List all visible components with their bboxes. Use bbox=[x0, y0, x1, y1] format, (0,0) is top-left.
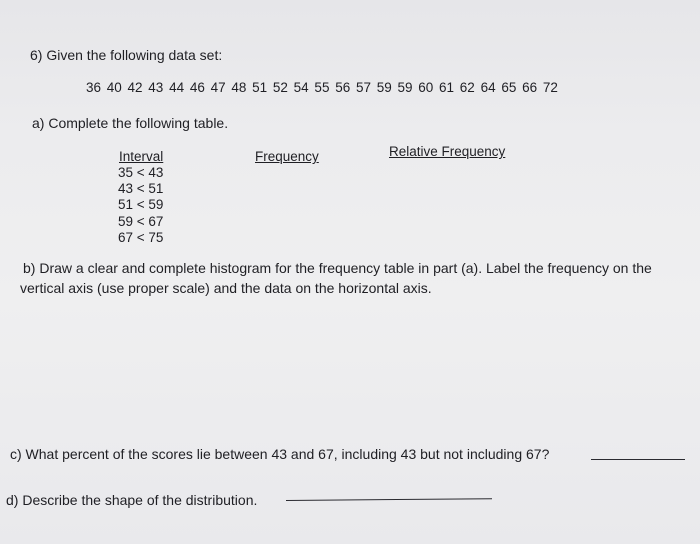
frequency-table bbox=[118, 144, 538, 253]
interval-row-5: 67 < 75 bbox=[118, 229, 164, 245]
part-c-answer-line[interactable] bbox=[591, 459, 685, 460]
part-d-prompt: d) Describe the shape of the distribution. bbox=[6, 492, 258, 508]
interval-row-1: 35 < 43 bbox=[118, 165, 164, 180]
part-b-line-2: vertical axis (use proper scale) and the data on the horizontal axis. bbox=[20, 280, 432, 296]
question-6-title: 6) Given the following data set: bbox=[30, 47, 223, 63]
header-interval: Interval bbox=[119, 149, 164, 164]
part-c-prompt: c) What percent of the scores lie between 43 and 67, including 43 but not including 67? bbox=[10, 446, 550, 462]
part-a-prompt: a) Complete the following table. bbox=[32, 115, 229, 131]
interval-row-2: 43 < 51 bbox=[118, 181, 164, 197]
part-d-answer-line[interactable] bbox=[286, 498, 492, 501]
interval-list bbox=[118, 165, 163, 246]
header-frequency: Frequency bbox=[255, 149, 319, 164]
interval-row-3: 51 < 59 bbox=[118, 197, 164, 213]
header-relative-frequency: Relative Frequency bbox=[389, 144, 506, 159]
data-set-values: 36 40 42 43 44 46 47 48 51 52 54 55 56 57 59 59 60 61 62 64 65 66 72 bbox=[86, 80, 558, 95]
part-b-line-1: b) Draw a clear and complete histogram for the frequency table in part (a). Label the frequency on the bbox=[23, 260, 652, 276]
interval-row-4: 59 < 67 bbox=[118, 213, 164, 229]
